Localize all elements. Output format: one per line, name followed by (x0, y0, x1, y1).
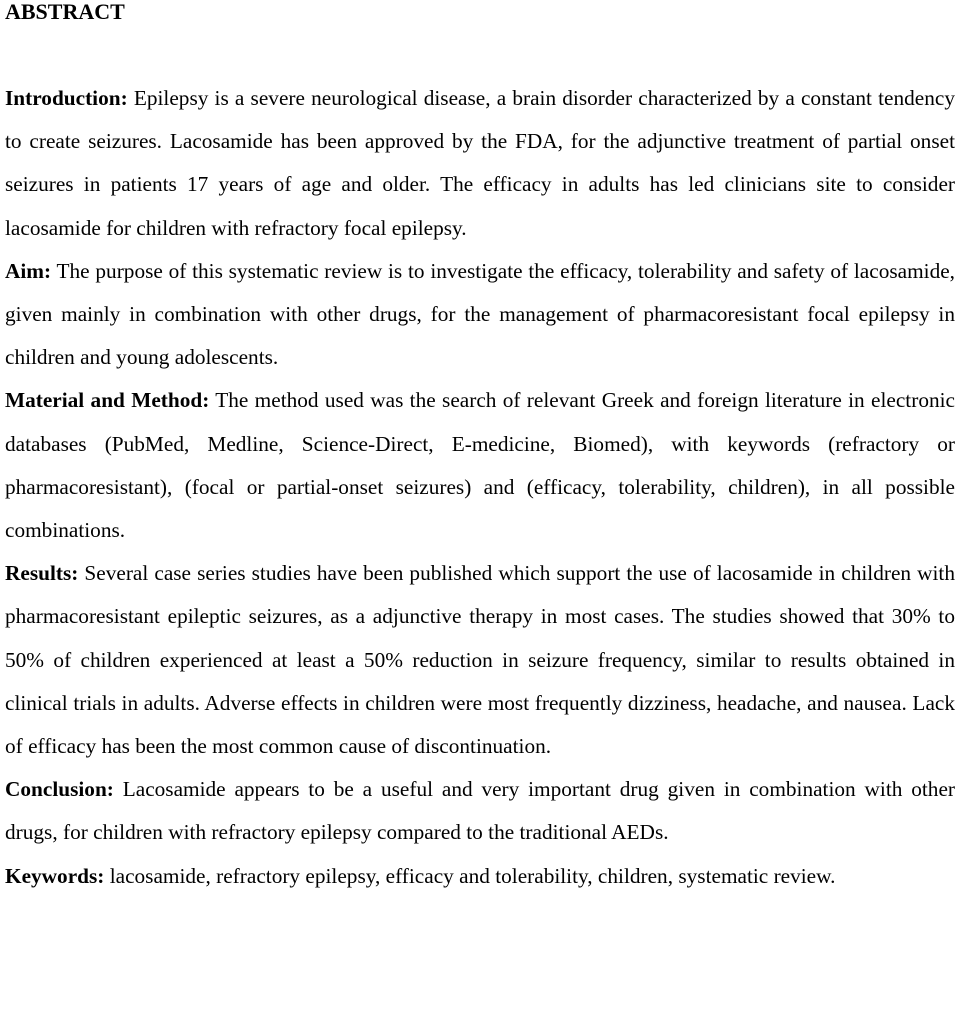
conclusion-label: Conclusion: (5, 777, 114, 802)
conclusion-paragraph (5, 768, 955, 854)
keywords-label: Keywords: (5, 863, 105, 888)
introduction-label: Introduction: (5, 86, 128, 110)
conclusion-text: Lacosamide appears to be a useful and very important drug given in combination with other drugs, for children with refractory epilepsy compared to the traditional AEDs. (5, 777, 955, 845)
keywords-text: lacosamide, refractory epilepsy, efficacy and tolerability, children, systematic review. (104, 863, 836, 888)
aim-paragraph (5, 250, 955, 380)
introduction-text: Epilepsy is a severe neurological disease, a brain disorder characterized by a constant tendency to create seizures. Lacosamide has been approved by the FDA, for the adjunctive treatment of partial onset seizures in patients 17 years of age and older. The efficacy in adults has led clinicians site to consider lacosamide for children with refractory focal epilepsy. (5, 86, 955, 240)
abstract-page (5, 0, 955, 898)
method-text: The method used was the search of relevant Greek and foreign literature in electronic databases (PubMed, Medline, Science-Direct, E-medicine, Biomed), with keywords (refractory or pharmacoresistant), (focal or partial-onset seizures) and (efficacy, tolerability, children), in all possible combinations. (5, 388, 955, 543)
results-text: Several case series studies have been published which support the use of lacosamide in children with pharmacoresistant epileptic seizures, as a adjunctive therapy in most cases. The studies showed that 30% to 50% of children experienced at least a 50% reduction in seizure frequency, similar to results obtained in clinical trials in adults. Adverse effects in children were most frequently dizziness, headache, and nausea. Lack of efficacy has been the most common cause of discontinuation. (5, 561, 955, 759)
method-label: Material and Method: (5, 388, 210, 413)
keywords-paragraph (5, 855, 955, 898)
results-label: Results: (5, 561, 79, 586)
aim-text: The purpose of this systematic review is to investigate the efficacy, tolerability and safety of lacosamide, given mainly in combination with other drugs, for the management of pharmacoresistant focal epilepsy in children and young adolescents. (5, 258, 955, 370)
method-paragraph (5, 379, 955, 552)
results-paragraph (5, 552, 955, 768)
abstract-heading: ABSTRACT (5, 0, 125, 24)
introduction-paragraph (5, 77, 955, 250)
aim-label: Aim: (5, 258, 52, 283)
